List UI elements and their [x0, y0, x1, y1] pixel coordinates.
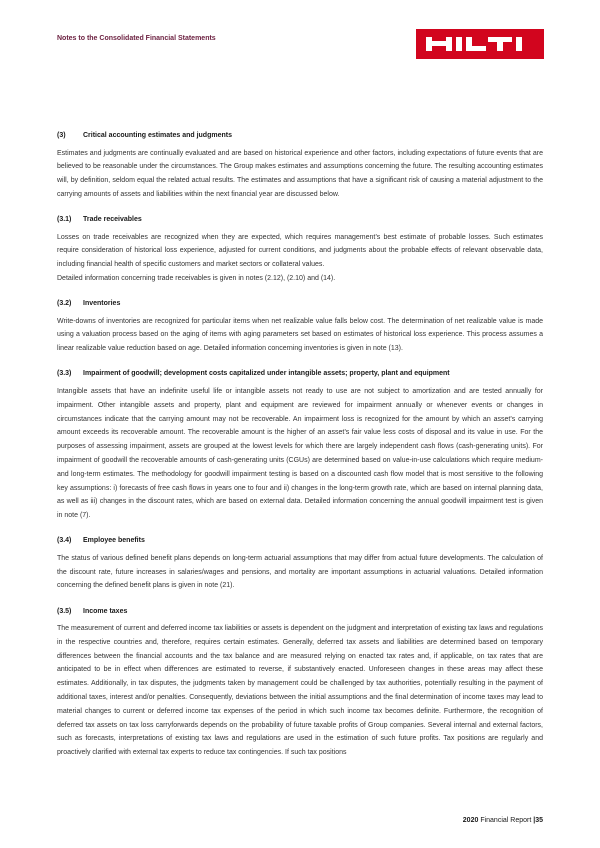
- section-number: (3.5): [57, 607, 72, 615]
- section-heading: [57, 369, 543, 378]
- section-paragraph: Detailed information concerning trade receivables is given in notes (2.12), (2.10) and (14).: [57, 274, 336, 282]
- section-paragraph: Intangible assets that have an indefinite useful life or intangible assets not ready to use are not subject to amortization and are tested annually for impairment. Other intangible assets and property, plant and equipment are reviewed for impairment annually or whenever events or changes in circumstances indicate that the carrying amount may not be recoverable. An impairment loss is recognized for the amount by which an asset’s carrying amount exceeds its recoverable amount. The recoverable amount is the higher of an asset’s fair value less costs of disposal and its value in use. For the purposes of assessing impairment, assets are grouped at the lowest levels for which there are largely independent cash flows (cash-generating units). For impairment of goodwill the recoverable amounts of cash-generating units (CGUs) are determined based on value-in-use calculations which require medium- and long-term estimates. The methodology for goodwill impairment testing is based on a discounted cash flow model that is most sensitive to the following key assumptions: i) forecasts of free cash flows in years one to four and ii) changes in the long-term growth rate, which are based on internal planning data, as well as iii) changes in the discount rates, which are based on external data. Detailed information concerning the annual goodwill impairment test is given in note (7).: [57, 387, 543, 520]
- section-number: (3): [57, 132, 66, 139]
- footer-page-number: 35: [535, 817, 543, 824]
- section-paragraph: Losses on trade receivables are recognized when they are expected, which requires management’s best estimate of probable losses. Such estimates require consideration of historical loss experience, adjusted for current conditions, and judgments about the probable effects of relevant observable data, including financial health of specific customers and market sectors or collateral values.: [57, 233, 543, 269]
- section-title: Critical accounting estimates and judgments: [83, 132, 232, 139]
- section-paragraph: The status of various defined benefit plans depends on long-term actuarial assumptions that may differ from actual future developments. The calculation of the discount rate, future increases in salaries/wages and pensions, and mortality are important assumptions in actuarial valuations. Detailed information concerning the defined benefit plans is given in note (21).: [57, 554, 543, 590]
- page-header-title: Notes to the Consolidated Financial Statements: [57, 35, 216, 42]
- page-footer: [463, 817, 543, 824]
- section-number: (3.4): [57, 537, 72, 545]
- section-impairment: [57, 369, 543, 522]
- section-critical-estimates: [57, 131, 543, 202]
- section-number: (3.2): [57, 300, 72, 308]
- section-title: Employee benefits: [83, 537, 145, 545]
- section-employee-benefits: [57, 536, 543, 593]
- section-paragraph: Write-downs of inventories are recognized for particular items when net realizable value falls below cost. The determination of net realizable value is made using a valuation process based on the aging of items with aging parameters set based on estimates of historical loss experience. This process assumes a linear realizable value reduction based on age. Detailed information concerning inventories is given in note (13).: [57, 317, 543, 353]
- section-number: (3.3): [57, 370, 72, 378]
- section-heading: [57, 215, 543, 224]
- section-title: Impairment of goodwill; development costs capitalized under intangible assets; property, plant and equipment: [83, 370, 450, 378]
- section-title: Income taxes: [83, 607, 128, 615]
- section-heading: [57, 607, 543, 616]
- section-title: Trade receivables: [83, 216, 142, 224]
- footer-year: 2020: [462, 817, 479, 824]
- section-inventories: [57, 299, 543, 356]
- notes-content: [57, 131, 543, 773]
- section-title: Inventories: [83, 300, 121, 308]
- section-income-taxes: [57, 607, 543, 760]
- section-heading: [57, 131, 543, 140]
- section-heading: [57, 299, 543, 308]
- hilti-logo: [416, 29, 544, 59]
- section-trade-receivables: [57, 215, 543, 286]
- footer-report-label: Financial Report: [480, 817, 532, 824]
- section-paragraph: The measurement of current and deferred income tax liabilities or assets is dependent on the judgment and interpretation of existing tax laws and regulations in the respective countries and, therefore, requires certain estimates. Generally, deferred tax assets and liabilities are determined based on temporary differences between the financial accounts and the tax balance and are measured relying on enacted tax rates and, if applicable, on tax rates that are anticipated to be in effect when differences are estimated to reverse, if substantively enacted. Unforeseen changes in these areas may affect these estimates. Additionally, in tax disputes, the judgments taken by management could be challenged by tax authorities, potentially resulting in the payment of additional taxes, interest and/or penalties. Consequently, deviations between the initial assumptions and the final determination of income taxes may lead to material changes to current or deferred income tax expenses of the period in which such income tax becomes definite. Furthermore, the recognition of deferred tax assets on tax loss carryforwards depends on the probability of future taxable profits of Group companies. Several internal and external factors, such as forecasts, interpretations of existing tax laws and regulations are used in the estimation of such future profits. Tax positions are regularly and proactively clarified with external tax experts to reduce tax contingencies. If such tax positions: [57, 625, 543, 757]
- footer-separator: |: [533, 817, 536, 824]
- section-heading: [57, 536, 543, 545]
- section-number: (3.1): [57, 216, 72, 224]
- section-paragraph: Estimates and judgments are continually evaluated and are based on historical experience and other factors, including expectations of future events that are believed to be reasonable under the circumstances. The Group makes estimates and assumptions concerning the future. The resulting accounting estimates will, by definition, seldom equal the related actual results. The estimates and assumptions that have a significant risk of causing a material adjustment to the carrying amounts of assets and liabilities within the next financial year are discussed below.: [57, 149, 543, 198]
